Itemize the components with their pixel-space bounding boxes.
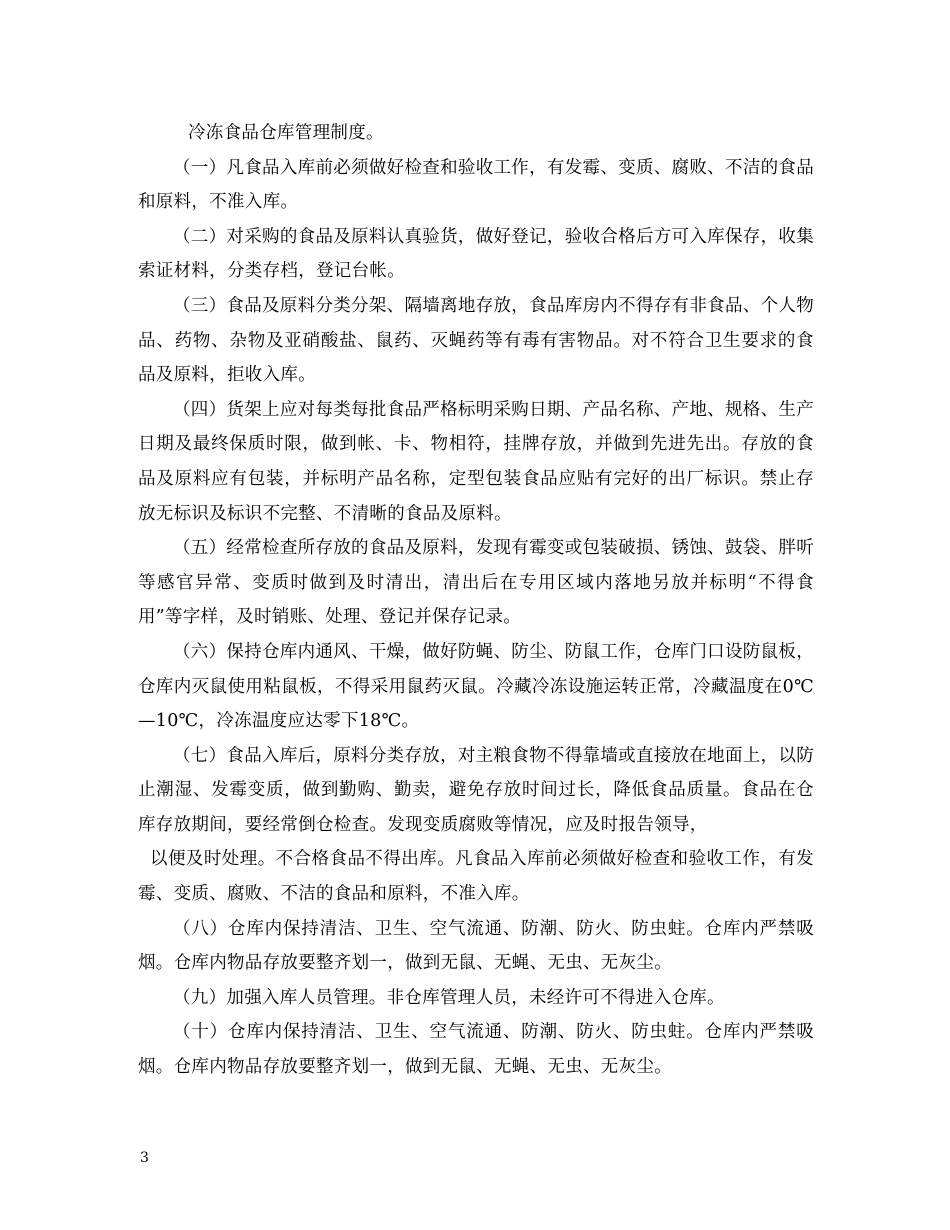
document-body [138, 116, 814, 1085]
paragraph-6: （六）保持仓库内通风、干燥，做好防蝇、防尘、防鼠工作，仓库门口设防鼠板，仓库内灭鼠使用粘鼠板，不得采用鼠药灭鼠。冷藏冷冻设施运转正常，冷藏温度在0℃—10℃，冷冻温度应达零下18℃。 [138, 641, 814, 732]
paragraph-2: （二）对采购的食品及原料认真验货，做好登记，验收合格后方可入库保存，收集索证材料，分类存档，登记台帐。 [138, 226, 814, 282]
paragraph-3: （三）食品及原料分类分架、隔墙离地存放，食品库房内不得存有非食品、个人物品、药物、杂物及亚硝酸盐、鼠药、灭蝇药等有毒有害物品。对不符合卫生要求的食品及原料，拒收入库。 [138, 295, 814, 386]
paragraph-10: （十）仓库内保持清洁、卫生、空气流通、防潮、防火、防虫蛀。仓库内严禁吸烟。仓库内物品存放要整齐划一，做到无鼠、无蝇、无虫、无灰尘。 [138, 1022, 814, 1078]
paragraph-4: （四）货架上应对每类每批食品严格标明采购日期、产品名称、产地、规格、生产日期及最终保质时限，做到帐、卡、物相符，挂牌存放，并做到先进先出。存放的食品及原料应有包装，并标明产品名称，定型包装食品应贴有完好的出厂标识。禁止存放无标识及标识不完整、不清晰的食品及原料。 [138, 399, 814, 524]
paragraph-1: （一）凡食品入库前必须做好检查和验收工作，有发霉、变质、腐败、不洁的食品和原料，不准入库。 [138, 157, 814, 213]
paragraph-9: （九）加强入库人员管理。非仓库管理人员，未经许可不得进入仓库。 [173, 987, 725, 1008]
paragraph-5: （五）经常检查所存放的食品及原料，发现有霉变或包装破损、锈蚀、鼓袋、胖听等感官异常、变质时做到及时清出，清出后在专用区域内落地另放并标明“不得食用”等字样，及时销账、处理、登记并保存记录。 [138, 538, 814, 628]
document-title: 冷冻食品仓库管理制度。 [188, 123, 384, 143]
page-number: 3 [140, 1150, 149, 1166]
paragraph-7-continuation: 以便及时处理。不合格食品不得出库。凡食品入库前必须做好检查和验收工作，有发霉、变质、腐败、不洁的食品和原料，不准入库。 [138, 849, 814, 905]
paragraph-7: （七）食品入库后，原料分类存放，对主粮食物不得靠墙或直接放在地面上，以防止潮湿、发霉变质，做到勤购、勤卖，避免存放时间过长，降低食品质量。食品在仓库存放期间，要经常倒仓检查。发现变质腐败等情况，应及时报告领导， [138, 745, 814, 835]
paragraph-8: （八）仓库内保持清洁、卫生、空气流通、防潮、防火、防虫蛀。仓库内严禁吸烟。仓库内物品存放要整齐划一，做到无鼠、无蝇、无虫、无灰尘。 [138, 918, 814, 974]
